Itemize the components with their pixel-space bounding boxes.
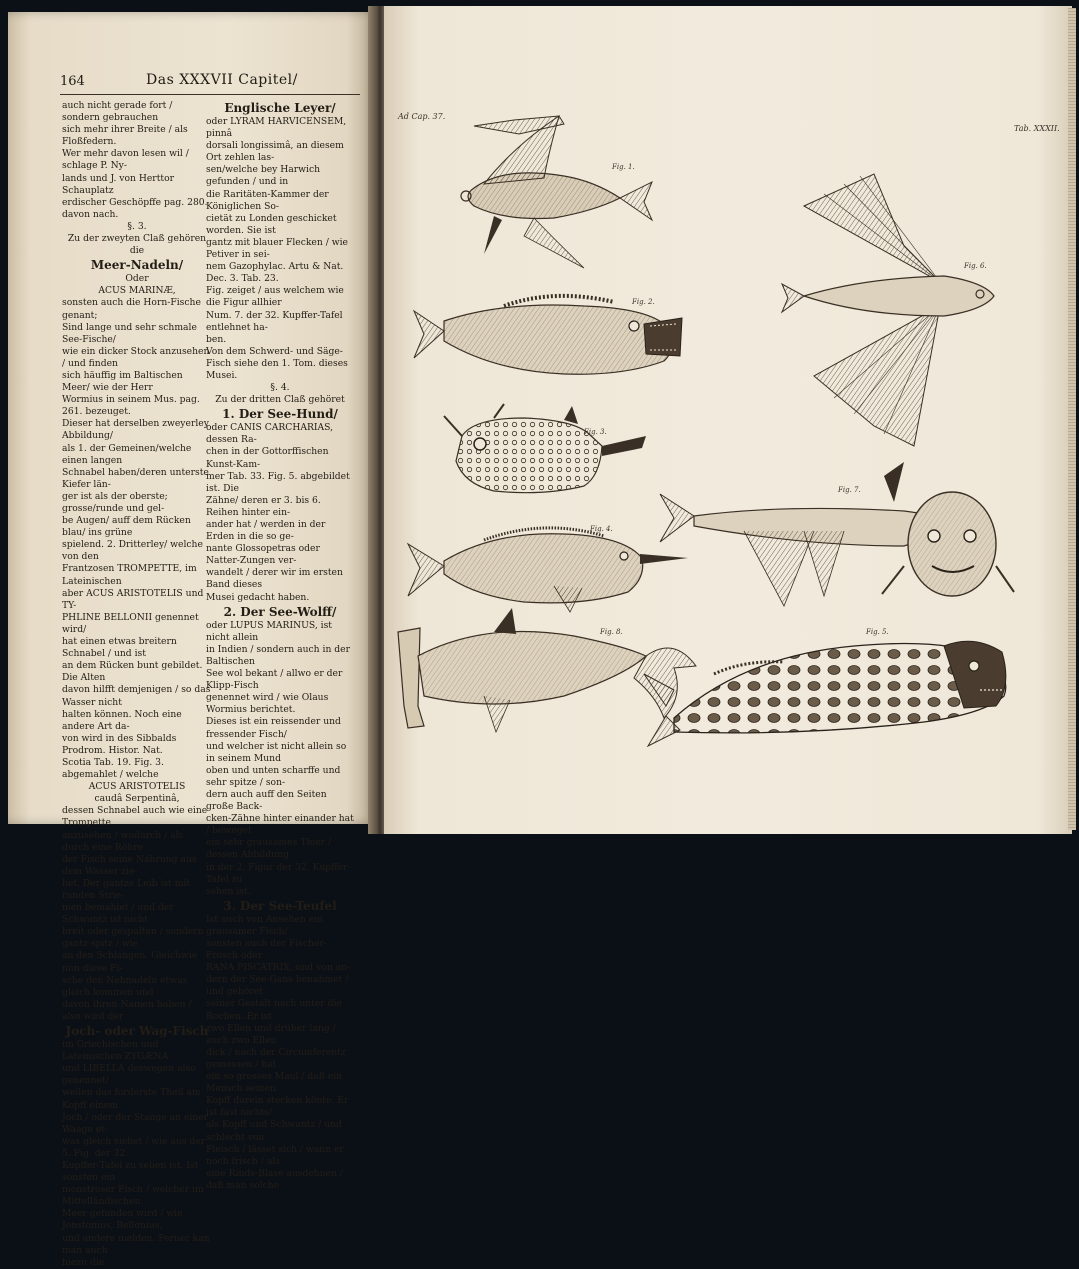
text-column-left xyxy=(62,100,212,1269)
fish-fig-6 xyxy=(782,174,994,446)
col-right-paragraph-5: 1. Der See-Hund/ xyxy=(222,407,338,422)
fig-2-label: Fig. 2. xyxy=(632,298,655,306)
col-left-paragraph-9: Joch- oder Wag-Fisch xyxy=(65,1024,209,1039)
fish-fig-4 xyxy=(408,525,688,612)
col-left-paragraph-8: dessen Schnabel auch wie eine Trompette anzusehen / wodurch / als durch eine Röhre der Fisch seine Nahrung aus dem Wasser zie- het. Der gantze Leib ist mit runden Strie- men bemahlet / und der Schwantz ist nicht breit oder gespalten / sondern gantz spitz / wie an den Schlangen. Gleichwie nun diese Fi- sche den Nehnadeln etwas gleich kommen und davon ihren Namen haben / also wird der xyxy=(62,805,208,1022)
col-right-paragraph-8: oder LUPUS MARINUS, ist nicht allein in Indien / sondern auch in der Baltischen See wol bekant / allwo er der Klipp-Fisch genennet wird / wie Olaus Wormius berichtet. Dieses ist ein reissender und fressender Fisch/ und welcher ist nicht allein so in seinem Mund oben und unten scharffe und sehr spitze / son- dern auch auff den Seiten große Back- cken-Zähne hinter einander hat / beweget ein sehr grausames Thier / dessen Abbildung in der 2. Figur der 32. Kupffer-Tafel zu sehen ist. xyxy=(206,619,354,897)
col-left-paragraph-5: ACUS MARINÆ, xyxy=(98,285,176,297)
plate-chapter-ref: Ad Cap. 37. xyxy=(398,112,446,121)
col-left-paragraph-6: sonsten auch die Horn-Fische genant; Sind lange und sehr schmale See-Fische/ wie ein dicker Stock anzusehen / und finden sich häuffig im Baltischen Meer/ wie der Herr Wormius in seinem Mus. pag. 261. bezeuget. Dieser hat derselben zweyerley Abbildung/ als 1. der Gemeinen/welche einen langen Schnabel haben/deren unterste Kiefer län- ger ist als der oberste; grosse/runde und gel- be Augen/ auff dem Rücken blau/ ins grüne spielend. 2. Dritterley/ welche von den Frantzosen TROMPETTE, im Lateinischen aber ACUS ARISTOTELIS und TY- PHLINE BELLONII genennet wird/ hat einen etwas breitern Schnabel / und ist an dem Rücken bunt gebildet. Die Alten davon hilfft demjenigen / so das Wasser nicht halten können. Noch eine andere Art da- von wird in des Sibbalds Prodrom. Histor. Nat. Scotia Tab. 19. Fig. 3. abgemahlet / welche xyxy=(62,297,211,781)
col-left-paragraph-7: ACUS ARISTOTELIS caudâ Serpentinâ, xyxy=(88,781,186,805)
fig-7-label: Fig. 7. xyxy=(838,486,861,494)
text-column-right xyxy=(206,100,354,1192)
col-left-paragraph-10: im Griechischen und Lateinischen ZYGÆNA und LIBELLA deswegen also genennet/ weilen das forderste Theil am Kopff einem Joch / oder der Stange an einer Waage et- was gleich siehet / wie aus der 5. Fig. der 32. Kupffer-Tafel zu sehen ist. Ist sonsten ein monstroser Fisch / welcher im Mittelländischen Meer gefunden wird / wie Jonstonius, Bellonius, und andere melden. Ferner kan man auch hiezu die xyxy=(62,1039,210,1268)
fish-fig-7 xyxy=(660,462,1014,606)
fish-fig-3 xyxy=(444,404,646,493)
fig-3-label: Fig. 3. xyxy=(584,428,607,436)
col-left-paragraph-2: Zu der zweyten Claß gehören die xyxy=(67,233,207,257)
fish-fig-5 xyxy=(644,628,1006,746)
col-left-paragraph-4: Oder xyxy=(125,273,149,285)
fig-4-label: Fig. 4. xyxy=(590,525,613,533)
fish-fig-2 xyxy=(414,296,682,374)
col-right-paragraph-2: Von dem Schwerd- und Säge- Fisch siehe den 1. Tom. dieses Musei. xyxy=(206,345,348,381)
col-right-paragraph-9: 3. Der See-Teufel xyxy=(223,898,337,913)
fish-fig-8 xyxy=(398,608,696,732)
col-right-paragraph-1: oder LYRAM HARVICENSEM, pinnâ dorsali longissimâ, an diesem Ort zehlen las- sen/welche bey Harwich gefunden / und in die Raritäten-Kammer der Königlichen So- cietät zu Londen geschicket worden. Sie ist gantz mit blauer Flecken / wie Petiver in sei- nem Gazophylac. Artu & Nat. Dec. 3. Tab. 23. Fig. zeiget / aus welchem wie die Figur allhier Num. 7. der 32. Kupffer-Tafel entlehnet ha- ben. xyxy=(206,116,348,345)
chapter-title: Das XXXVII Capitel/ xyxy=(146,72,298,88)
page-header xyxy=(60,72,360,94)
col-right-paragraph-7: 2. Der See-Wolff/ xyxy=(223,604,337,619)
fig-5-label: Fig. 5. xyxy=(866,628,889,636)
fig-1-label: Fig. 1. xyxy=(612,163,635,171)
fish-plate xyxy=(384,6,1072,834)
col-right-paragraph-4: Zu der dritten Claß gehöret xyxy=(215,394,345,406)
col-left-paragraph-3: Meer-Nadeln/ xyxy=(90,258,184,273)
fish-fig-1 xyxy=(461,116,652,268)
fig-8-label: Fig. 8. xyxy=(600,628,623,636)
fig-6-label: Fig. 6. xyxy=(964,262,987,270)
col-right-paragraph-3: §. 4. xyxy=(270,382,290,394)
plate-table-ref: Tab. XXXII. xyxy=(1014,124,1060,133)
col-right-paragraph-0: Englische Leyer/ xyxy=(224,101,336,115)
col-left-paragraph-1: §. 3. xyxy=(127,220,147,232)
page-number: 164 xyxy=(60,74,85,89)
col-right-paragraph-10: Ist auch von Ansehen ein grausamer Fisch/ sonsten auch der Fischer-Frosch oder RANA PISCATRIX, und von an- dern der See-Gans benahmet / und gehöret seiner Gestalt nach unter die Rochen. Er ist zwo Ellen und drüber lang / auch zwo Ellen dick / nach der Circumferentz gemessen / hat ein so grosses Maul / daß ein Mensch seinen Kopff darein stecken könte. Er ist fast nichts/ als Kopff und Schwantz / und schlecht von Fleisch / lässet sich / wann er noch frisch / als eine Rinds-Blase ausdehnen / daß man solche xyxy=(206,913,351,1191)
col-left-paragraph-0: auch nicht gerade fort / sondern gebrauchen sich mehr ihrer Breite / als Floßfedern. Wer mehr davon lesen wil / schlage P. Ny- lands und J. von Herttor Schauplatz erdischer Geschöpffe pag. 280. davon nach. xyxy=(62,100,208,220)
fish-engravings xyxy=(384,6,1072,834)
header-rule xyxy=(60,94,360,95)
col-right-paragraph-6: oder CANIS CARCHARIAS, dessen Ra- chen in der Gottorffischen Kunst-Kam- mer Tab. 33. Fig. 5. abgebildet ist. Die Zähne/ deren er 3. bis 6. Reihen hinter ein- ander hat / werden in der Erden in die so ge- nante Glossopetras oder Natter-Zungen ver- wandelt / derer wir im ersten Band dieses Musei gedacht haben. xyxy=(206,422,350,603)
